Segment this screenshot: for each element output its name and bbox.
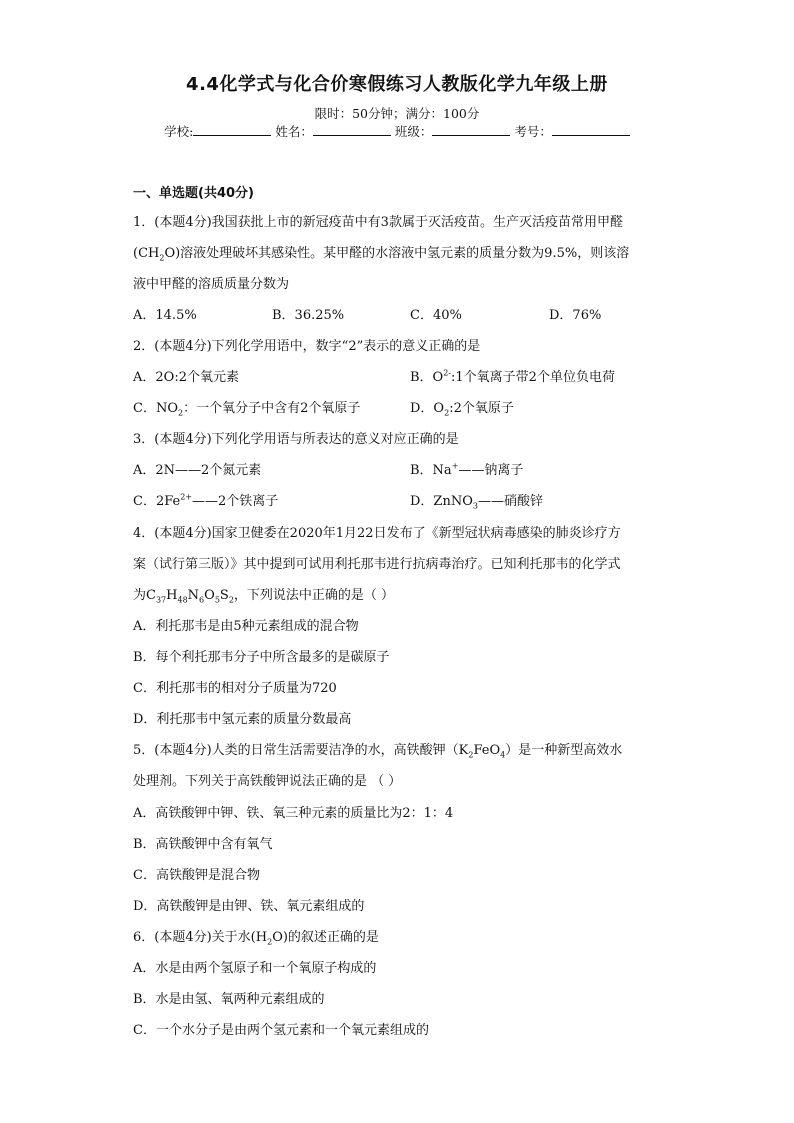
q4-option-c[interactable]: C．利托那韦的相对分子质量为720 — [133, 681, 337, 696]
q5-option-c[interactable]: C．高铁酸钾是混合物 — [133, 868, 260, 883]
q4-option-d[interactable]: D．利托那韦中氢元素的质量分数最高 — [133, 712, 352, 727]
q6-option-c[interactable]: C．一个水分子是由两个氢元素和一个氧元素组成的 — [133, 1023, 429, 1038]
q6-stem: 6．(本题4分)关于水$(H_2O)$的叙述正确的是 — [133, 930, 379, 947]
q3-option-a[interactable]: A．2N——2个氮元素 — [133, 463, 262, 478]
q3-option-b[interactable]: B．Na+——钠离子 — [410, 461, 524, 478]
name-blank[interactable] — [313, 123, 391, 136]
q3-stem: 3．(本题4分)下列化学用语与所表达的意义对应正确的是 — [133, 432, 459, 447]
q2-option-b[interactable]: B．$O^{2-}:1$个氧离子带2个单位负电荷 — [410, 368, 615, 385]
q1-option-c[interactable]: C．40% — [410, 308, 462, 323]
q5-option-d[interactable]: D．高铁酸钾是由钾、铁、氧元素组成的 — [133, 899, 365, 914]
q5-option-b[interactable]: B．高铁酸钾中含有氧气 — [133, 837, 273, 852]
q1-line1: 1．(本题4分)我国获批上市的新冠疫苗中有3款属于灭活疫苗。生产灭活疫苗常用甲醛 — [133, 215, 623, 230]
q5-line1: 5．(本题4分)人类的日常生活需要洁净的水，高铁酸钾$(K_2FeO_4)$是一种新型高效水 — [133, 743, 623, 760]
q3-option-c[interactable]: C．$2Fe^{2+}——2$个铁离子 — [133, 492, 279, 509]
time-info: 限时：50分钟；满分：100分 — [314, 106, 480, 121]
q1-option-b[interactable]: B．36.25% — [272, 308, 345, 323]
exam-no-label: 考号： — [514, 124, 552, 139]
q4-line1: 4．(本题4分)国家卫健委在2020年1月22日发布了《新型冠状病毒感染的肺炎诊疗方 — [133, 526, 621, 541]
q1-option-a[interactable]: A．14.5% — [133, 308, 197, 323]
q4-option-a[interactable]: A．利托那韦是由5种元素组成的混合物 — [133, 619, 359, 634]
q3-option-d[interactable]: D．ZnNO$_3$——硝酸锌 — [410, 494, 543, 511]
section-heading: 一、单选题(共40分) — [133, 186, 254, 201]
class-label: 班级： — [394, 124, 433, 139]
q6-option-a[interactable]: A．水是由两个氢原子和一个氧原子构成的 — [133, 961, 377, 976]
q5-option-a[interactable]: A．高铁酸钾中钾、铁、氧三种元素的质量比为2：1：4 — [133, 806, 454, 821]
q4-line3: 为$C_{37}H_{48}N_6O_5S_2$，下列说法中正确的是（ ） — [133, 588, 395, 605]
exam-title: 4.4化学式与化合价寒假练习人教版化学九年级上册 — [186, 74, 608, 95]
school-blank[interactable] — [193, 123, 271, 136]
q2-option-a[interactable]: A．2O:2个氧元素 — [133, 370, 239, 385]
q2-stem: 2．(本题4分)下列化学用语中，数字“2”表示的意义正确的是 — [133, 339, 481, 354]
name-label: 姓名： — [275, 124, 313, 139]
q2-option-d[interactable]: D．$O_2:2$个氧原子 — [410, 401, 514, 418]
q6-option-b[interactable]: B．水是由氢、氧两种元素组成的 — [133, 992, 325, 1007]
q5-line2: 处理剂。下列关于高铁酸钾说法正确的是 （ ） — [133, 774, 402, 789]
class-blank[interactable] — [432, 123, 510, 136]
exam-no-blank[interactable] — [552, 123, 630, 136]
school-label: 学校: — [164, 124, 194, 139]
q1-option-d[interactable]: D．76% — [549, 308, 602, 323]
student-info-row — [0, 122, 794, 140]
q1-line2: $(CH_2O)$溶液处理破坏其感染性。某甲醛的水溶液中氢元素的质量分数为9.5%，则该溶 — [133, 246, 630, 263]
q1-line3: 液中甲醛的溶质质量分数为 — [133, 277, 290, 292]
q4-option-b[interactable]: B．每个利托那韦分子中所含最多的是碳原子 — [133, 650, 390, 665]
q4-line2: 案（试行第三版）》其中提到可试用利托那韦进行抗病毒治疗。已知利托那韦的化学式 — [133, 557, 621, 572]
q2-option-c[interactable]: C．$NO_2$：一个氧分子中含有2个氧原子 — [133, 401, 361, 418]
